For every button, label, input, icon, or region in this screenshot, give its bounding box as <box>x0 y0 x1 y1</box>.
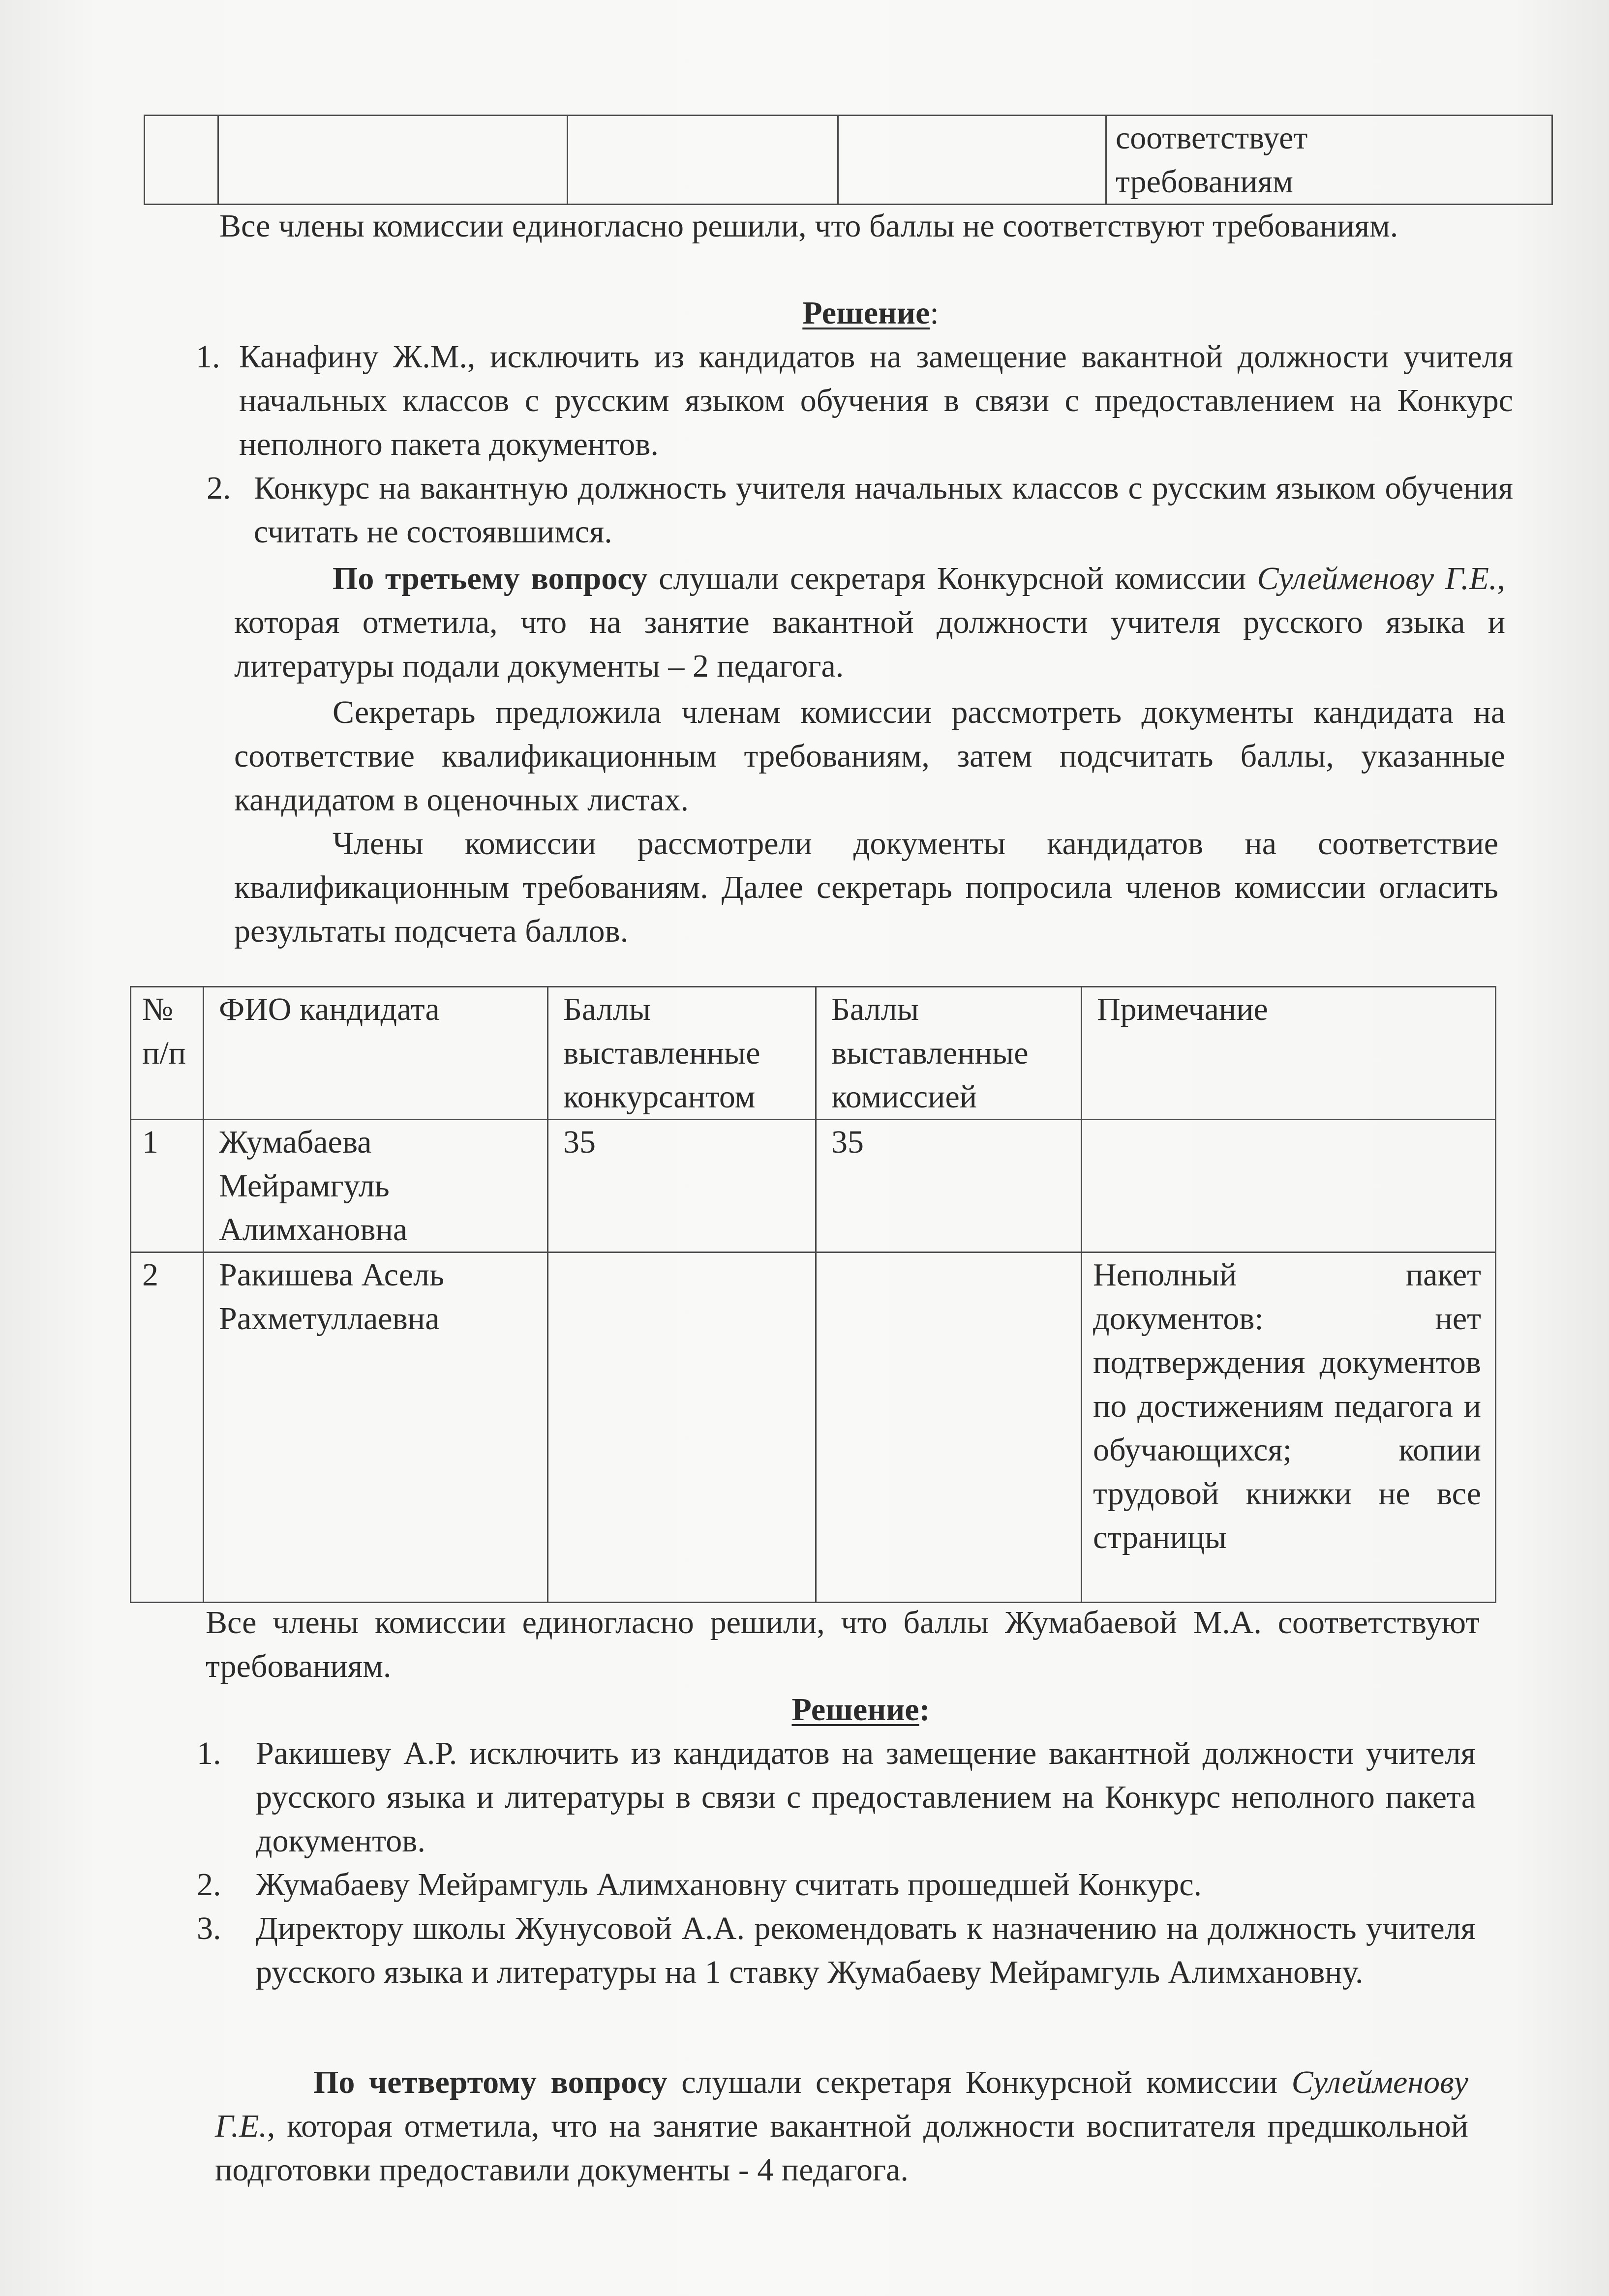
decision-heading-2 <box>728 1688 994 1731</box>
decision-1-item-2 <box>196 466 1513 554</box>
fourth-question-secretary-name: Сулейменову Г.Е. <box>215 2064 1468 2144</box>
row-2-num: 2 <box>131 1252 204 1603</box>
row-1-name: Жумабаева Мейрамгуль Алимхановна <box>204 1120 548 1252</box>
decision-1-item-1-text: Канафину Ж.М., исключить из кандидатов на замещение вакантной должности учителя начальных классов с русским языком обучения в связи с предоставлением на Конкурс неполного пакета документов. <box>239 339 1513 462</box>
table-row <box>131 1120 1496 1252</box>
decision-1-item-2-number: 2. <box>207 470 231 506</box>
decision-2-item-2-number: 2. <box>197 1867 221 1903</box>
top-table-cell <box>568 116 838 205</box>
candidates-table <box>130 986 1496 1603</box>
decision-2-item-3-number: 3. <box>197 1910 221 1946</box>
decision-2-item-3-text: Директору школы Жунусовой А.А. рекомендовать к назначению на должность учителя русского языка и литературы на 1 ставку Жумабаеву Мейрамгуль Алимхановну. <box>256 1910 1476 1990</box>
paragraph-members-review: Члены комиссии рассмотрели документы кандидатов на соответствие квалификационным требованиям. Далее секретарь попросила членов комиссии огласить результаты подсчета баллов. <box>234 826 1498 949</box>
decision-2-item-3 <box>197 1907 1476 1994</box>
decision-2-item-1-number: 1. <box>197 1735 221 1771</box>
paragraph-unanimous-1: Все члены комиссии единогласно решили, что баллы не соответствуют требованиям. <box>219 208 1398 244</box>
decision-heading-2-text: Решение <box>791 1692 919 1728</box>
table-row <box>131 1252 1496 1603</box>
top-table-note-line2: требованиям <box>1116 164 1293 200</box>
top-table-note-cell <box>1106 116 1552 205</box>
fourth-question-text2: , которая отметила, что на занятие вакантной должности воспитателя предшкольной подготовки предоставили документы - 4 педагога. <box>215 2108 1468 2188</box>
third-question-text1: слушали секретаря Конкурсной комиссии <box>647 561 1257 596</box>
decision-list-2 <box>197 1731 1476 1994</box>
paragraph-secretary-proposal: Секретарь предложила членам комиссии рассмотреть документы кандидата на соответствие квалификационным требованиям, затем подсчитать баллы, указанные кандидатом в оценочных листах. <box>234 694 1505 818</box>
fourth-question-text1: слушали секретаря Конкурсной комиссии <box>667 2064 1292 2100</box>
row-2-by-commission <box>816 1252 1082 1603</box>
top-table-cell <box>145 116 218 205</box>
paragraph-fourth-question <box>215 2060 1468 2192</box>
row-1-num: 1 <box>131 1120 204 1252</box>
header-by-commission: Баллы выставленные комиссией <box>816 987 1082 1120</box>
row-2-note: Неполный пакет документов: нет подтверждения документов по достижениям педагога и обучающихся; копии трудовой книжки не все страницы <box>1082 1252 1496 1603</box>
row-1-by-candidate: 35 <box>548 1120 816 1252</box>
decision-heading-1 <box>738 291 1003 335</box>
top-table-cell <box>838 116 1106 205</box>
header-by-candidate: Баллы выставленные конкурсантом <box>548 987 816 1120</box>
decision-heading-1-colon: : <box>930 295 939 331</box>
top-table-cell <box>218 116 568 205</box>
row-1-by-commission: 35 <box>816 1120 1082 1252</box>
third-question-text2: , которая отметила, что на занятие вакантной должности учителя русского языка и литературы подали документы – 2 педагога. <box>234 561 1505 684</box>
top-table-note-line1: соответствует <box>1116 120 1308 156</box>
decision-1-item-1 <box>196 335 1513 466</box>
paragraph-unanimous-2: Все члены комиссии единогласно решили, что баллы Жумабаевой М.А. соответствуют требованиям. <box>206 1605 1480 1684</box>
row-2-name: Ракишева Асель Рахметуллаевна <box>204 1252 548 1603</box>
third-question-secretary-name: Сулейменову Г.Е. <box>1257 561 1497 596</box>
decision-2-item-2-text: Жумабаеву Мейрамгуль Алимхановну считать прошедшей Конкурс. <box>256 1867 1202 1903</box>
third-question-bold: По третьему вопросу <box>333 561 648 596</box>
decision-heading-1-text: Решение <box>802 295 930 331</box>
candidates-table-header-row <box>131 987 1496 1120</box>
header-num: № п/п <box>131 987 204 1120</box>
fourth-question-bold: По четвертому вопросу <box>313 2064 668 2100</box>
decision-2-item-1-text: Ракишеву А.Р. исключить из кандидатов на замещение вакантной должности учителя русского языка и литературы в связи с предоставлением на Конкурс неполного пакета документов. <box>256 1735 1476 1859</box>
decision-1-item-2-text: Конкурс на вакантную должность учителя начальных классов с русским языком обучения считать не состоявшимся. <box>254 470 1513 550</box>
decision-1-item-1-number: 1. <box>196 339 220 375</box>
header-name: ФИО кандидата <box>204 987 548 1120</box>
decision-2-item-1 <box>197 1731 1476 1863</box>
row-2-by-candidate <box>548 1252 816 1603</box>
decision-2-item-2 <box>197 1863 1476 1907</box>
header-note: Примечание <box>1082 987 1496 1120</box>
decision-heading-2-colon: : <box>919 1692 930 1728</box>
paragraph-third-question <box>234 557 1505 688</box>
decision-list-1 <box>196 335 1513 554</box>
row-1-note <box>1082 1120 1496 1252</box>
top-table-fragment <box>144 115 1553 205</box>
